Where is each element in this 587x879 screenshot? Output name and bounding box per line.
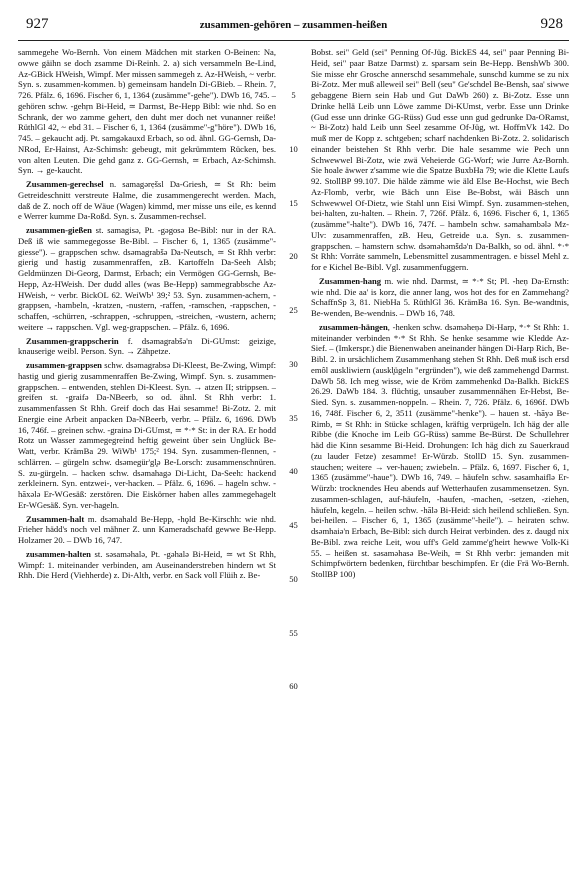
entry-text: st. səsaməhalə, Pt. -gəhalə Bi-Heid, ≃ wt St Rhh, Wimpf: 1. miteinander verbinden, am Auseinanderstreben hindern wt St Rhh. Die Herd (Viehherde) z. Di-Alth, verbr. en Sack voll Flüih z. Be- [18,548,276,581]
entry-text: st. samagisə, Pt. -gəgosə Be-Bibl: nur in der RA. Deß iß wie sammegegosse Be-Bibl. – Fischer 6, 1, 1365 (zusämme"-giesse"). – grappschen schw. dsəmagrabšə Da-Neutsch, ≃ St Rhh verbr: gierig und hastig zusammenraffen, zB. Kartoffeln Da-Seeh Alsb; Geldmünzen Di-Georg, Darmst, Erbach; ein Vermögen GG-Gernsh, Be-Hepp, Az-HWeish. Der dudd alles (was Be-Hepp) sammegrabbsche Az-HWeish, ~ verbr. BickOL 62. WeiWb¹ 39;² 53. Syn. zusammen-achern, -grappsen, -hambeln, -kratzen, -nustern, -raffen, -ramschen, -rappschen, -schaffen, -schürren, -schrappen, -schruppen, -streichen, -wustern, achern; weitere → rappschen. Vgl. weg-grappschen. – Pfälz. 6, 1696. [18,225,276,332]
line-number: 50 [289,573,298,584]
entry-text: f. dsəmagrabšə'n Di-GUmst: geizige, knauserige weibl. Person. Syn. → Zähpetze. [18,335,276,357]
line-number: 20 [289,251,298,262]
dictionary-paragraph [311,322,569,580]
entry-headword: Zusammen-grappscherin [26,335,119,346]
dictionary-paragraph [18,179,276,222]
entry-headword: Zusammen-gerechsel [26,179,104,189]
dictionary-paragraph [18,360,276,511]
dictionary-paragraph [18,549,276,581]
dictionary-paragraph [18,336,276,358]
dictionary-paragraph [18,514,276,546]
line-number: 30 [289,358,298,369]
dictionary-paragraph [311,47,569,273]
line-number: 10 [289,143,298,154]
entry-headword: zusammen-hängen [319,321,388,332]
entry-text: m. wie nhd. Darmst, ≃ *·* St; Pl. -heṇ Da-Ernsth: wie nhd. Die aa' is korz, die anner lang, wos hot des for en Zammehang? SchaffnSp 3, 81. NiebHa 5. RüthlGl 36. KrämBa 16. Syn. Be-wandtnis, Be-wenden, Be-wendnis. – DWb 16, 748. [311,275,569,318]
right-column [311,47,569,873]
line-number: 5 [291,90,296,100]
page-number-left: 927 [26,16,49,32]
line-number: 25 [289,305,298,315]
entry-headword: zusammen-gießen [26,225,92,235]
line-number: 15 [289,197,298,208]
entry-headword: Zusammen-halt [26,513,85,524]
entry-headword: Zusammen-hang [319,275,382,286]
line-number: 45 [289,520,298,530]
line-number: 40 [289,466,298,477]
left-column [18,47,276,873]
dictionary-paragraph [18,225,276,333]
line-number: 55 [289,627,298,638]
line-number-gutter [279,47,309,873]
line-number: 60 [289,681,298,692]
two-column-body [18,47,569,873]
entry-text: Bobst. sei" Geld (sei" Penning Of-Jüg. BickES 44, sei" paar Penning Bi-Heid, sei" paar Batze Darmst) z. sparsam sein Be-Hepp. BenshWb 300. Sie misse ehr Grosche annerschd sesammehale, sunschd kumme se zu nix Bi-Zotz. Mer muß alleweil sei" Bell (seu" Ge'schdel Be-Bensh, saa' siwwe gebaggene Biern sein Hab und Gut DaWb 260) z. Bi-Zotz. Esse unn Drinke hellä Leib unn Löwe zamme Di-KUmst, verbr. Esse unn Drinke (Gud esse unn drinke GG-Rüss) Gud esse unn gud gedrunke Da-ORamst, ~ Bi-Zotz) hald Leib unn Seel zesamme Of-Jüg, wt. HoffmVk 142. Do muß mer de Kopp z. schtgeben; scharf nachdenken Bi-Zotz. 2. solidarisch einander beistehen St Rhh verbr. Die hale sesamme wie Pech unn Schwewwel Bi-Zotz, wie zwä Veheierde GG-Worf; wie Jurre Az-Bornh. Sie hoale äwwer z'samme wie die Spatze BuxbHa 79; wie die Klette Laufs 92. StollBP 99.107. Die hälde zämme wie äld Else Be-Hochst, wie Bech Az-Flomb, verbr, wie Bäch unn Eise Be-Bobst, wäi Bäsch unn Schwewwel Of-Dietz, wie Stahl unn Eisi Wimpf. Syn. zusammen-stehen, bei-halten, zu-halten. – Rhein. 7, 726f. Pfälz. 6, 1696. Fischer 6, 1, 1365 (zusämme"-halte"). DWb 16, 747f. – hambeln schw. səmahambələ Mz-Ulv: zusammenraffen, zB. Heu, Getreide u.a. Syn. s. zusammen-grappschen. – hamstern schw. dsəməhəmšdə'n Da-Balkh, so od. ähnl. *·* St Rhh: Vorräte sammeln, Lebensmittel zusammentragen. e bissel Mehl z. for e Kichel Be-Bibl. Vgl. zusammenfuggern. [311,47,569,272]
entry-text: , -henken schw. dsəməheṇə Di-Harp, *·* St Rhh: 1. miteinander verbinden *·* St Rhh. Se henke sesamme wie Kledde Az-Sief. – (Imkerspr.) die Bienenwaben aneinander hängen Di-Harp Rich, Be-Bibl. 2. in ursächlichem Zusammenhang stehen St Rhh. Deß muß isch ersd emôl auskliwiern (auskl̥ügeln "ergründen"), wie deß zammehengd Darmst. DaWb 58. Ich meg wisse, wie de Kröm zammehenkd Da-Balkh. BickES 26.29. DaWb 184. 3. flüchtig, unsauber zusammennähen Er-Hebst, Be-Sied. Syn. s. zusammen-noppeln. – Rhein. 7, 726. Pfälz. 6, 1696f. DWb 16, 748f. Fischer 6, 2, 3511 (zusämme"-henke"). – hauen st. -hāyə Be-Rimb, ≃ St Rhh: in Stücke schlagen, kräftig verprügeln. Ich häg der alle Ribbe (die Knoche im Leib GG-Rüss) samme Be-Bürst. De Schullehrer häd die Kinn sesamme Bi-Heid. Drohungen: Ich häg dich zu Sauerkraud (zu lauder Fetze) zesamme! Er-Würzb. StollD 15. Syn. zusammen-stauchen; weitere → ver-hauen; zwiebeln. – Pfälz. 6, 1697. Fischer 6, 1, 1365 (zusämme"-haue"). DWb 16, 749. – häufeln schw. səsamhaiflə Er-Würzb: trocknendes Heu abends auf Wetterhaufen zusammensetzen. Syn. zusammen-schlagen, auf-häufeln, -haufen, -machen, -setzen, -ziehen, häufeln, kegeln. – heilen schw. -hālə Bi-Heid: sich heilend schließen. Syn. bei-heilen. – Fischer 6, 1, 1365 (zusämme"-heile"). – heiraten schw. dsəmhaiə'n Erbach, Be-Bibl: sich durch Heirat verbinden. des z. daugd nix Be-Bibl. zwa reiche Leit, wou uff's Geld zamme'g'heirt hewwe Volk-Ki 55. – heißen st. səsaməhasə Be-Weih, ≃ St Rhh verbr: jemanden mit Schimpfwörtern bedenken, fürchtbar beschimpfen. Er (die Frä Wo-Bernh. StollBP 100) [311,321,569,579]
dictionary-paragraph [18,47,276,176]
dictionary-paragraph [311,276,569,319]
running-title: zusammen-gehören – zusammen-heißen [199,19,388,31]
entry-text: schw. dsəmagrabsə Di-Kleest, Be-Zwing, Wimpf: hastig und gierig zusammenraffen Be-Zwing, Wimpf. Syn. s. zusammen-grappschen. – entwenden, stehlen Di-Kleest. Syn. → atzen II; strippsen. – greifen st. -graifə Da-NBeerb, so od. ähnl. St Rhh verbr: 1. zusammenfassen St Rhh. Greif doch das Hai sesamme! Bi-Zotz. 2. mit Energie eine Arbeit anpacken Da-NBeerb, verbr. – Pfälz. 6, 1696. DWb 16, 746f. – greinen schw. -grainə Di-GUmst, ≃ *·* St: in der RA. Er hodd Rotz un Wasser zammegegreind heftig geweint über sein Unglück Be-Watt, verbr. KrämBa 29. WiWb¹ 175;² 194. Syn. zusammen-flennen, -schlärren. – gürgeln schw. dsəmegür'gl̥ə Be-Lorsch: zusammenschnüren. S. zu-gürgeln. – hacken schw. dsəmahagə Di-Licht, Da-Seeh: hackend zerkleinern. Syn. entzwei-, ver-hacken. – Pfälz. 6, 1696. – hageln schw. -hāxələ Er-WGesäß: zerstören. Die Eiskörner haben alles zammegehagelt Er-WGesäß. Syn. ver-hageln. [18,360,276,510]
entry-text: m. dsəmahald Be-Hepp, -hǫld Be-Kirschh: wie nhd. Frieher hädd's noch vel mähner Z. unn Kameradschafd gewwe Be-Hepp. Holzamer 20. – DWb 16, 747. [18,513,276,545]
page-header [18,14,569,41]
entry-headword: zusammen-halten [26,548,91,559]
entry-headword: zusammen-grappsen [26,360,102,370]
line-number: 35 [289,412,298,423]
entry-text: n. samagərẹšsl Da-Griesh, ≃ St Rh: beim Getreideschnitt verstreute Halme, die zusammengerecht werden. Mach, daß de Z. noch off de Wäue (Wagen) kimmd, mer misse uns eile, es kennd e Werrer kumme Da-Roßd. Syn. s. Zusammen-rechsel. [18,179,276,222]
entry-text: sammegehe Wo-Bernh. Von einem Mädchen mit starken O-Beinen: Na, owwe gäihn se doch zsamme Di-Reinh. 2. a) sich versammeln Be-Lind, Az-GBick HWeish, Wimpf. Mer missen sammegeh z. Az-HWeish, ~ verbr. Syn. s. zusammen-kommen. b) gemeinsam handeln Di-GBieb. – Rhein. 7, 726. Pfälz. 6, 1696. Fischer 6, 1, 1364 (zusämme"-gehe"). DWb 16, 745. – gehören schw. -gehṛn Bi-Heid, ≃ Darmst, Be-Hepp Bibl: wie nhd. So en Schrank, der wo zamme gehert, den duht mer doch net vunanner reiße! RüthlGl 42, ~ ebd 31. – Fischer 6, 1, 1364 (zusämme"-g"höre"). DWb 16, 745. – gekaucht adj. Pt. samgəkauxd Erbach, so od. ähnl. GG-Gernsh, Da-NRod, Er-Hainst, Az-Schimsh: gebeugt, mit gekrümmtem Rücken, bes. von alten Leuten. Die gehd ganz z. GG-Gernsh, ≃ Erbach, Az-Schimsh. Syn. → ge-kaucht. [18,47,276,176]
page-number-right: 928 [540,16,563,32]
